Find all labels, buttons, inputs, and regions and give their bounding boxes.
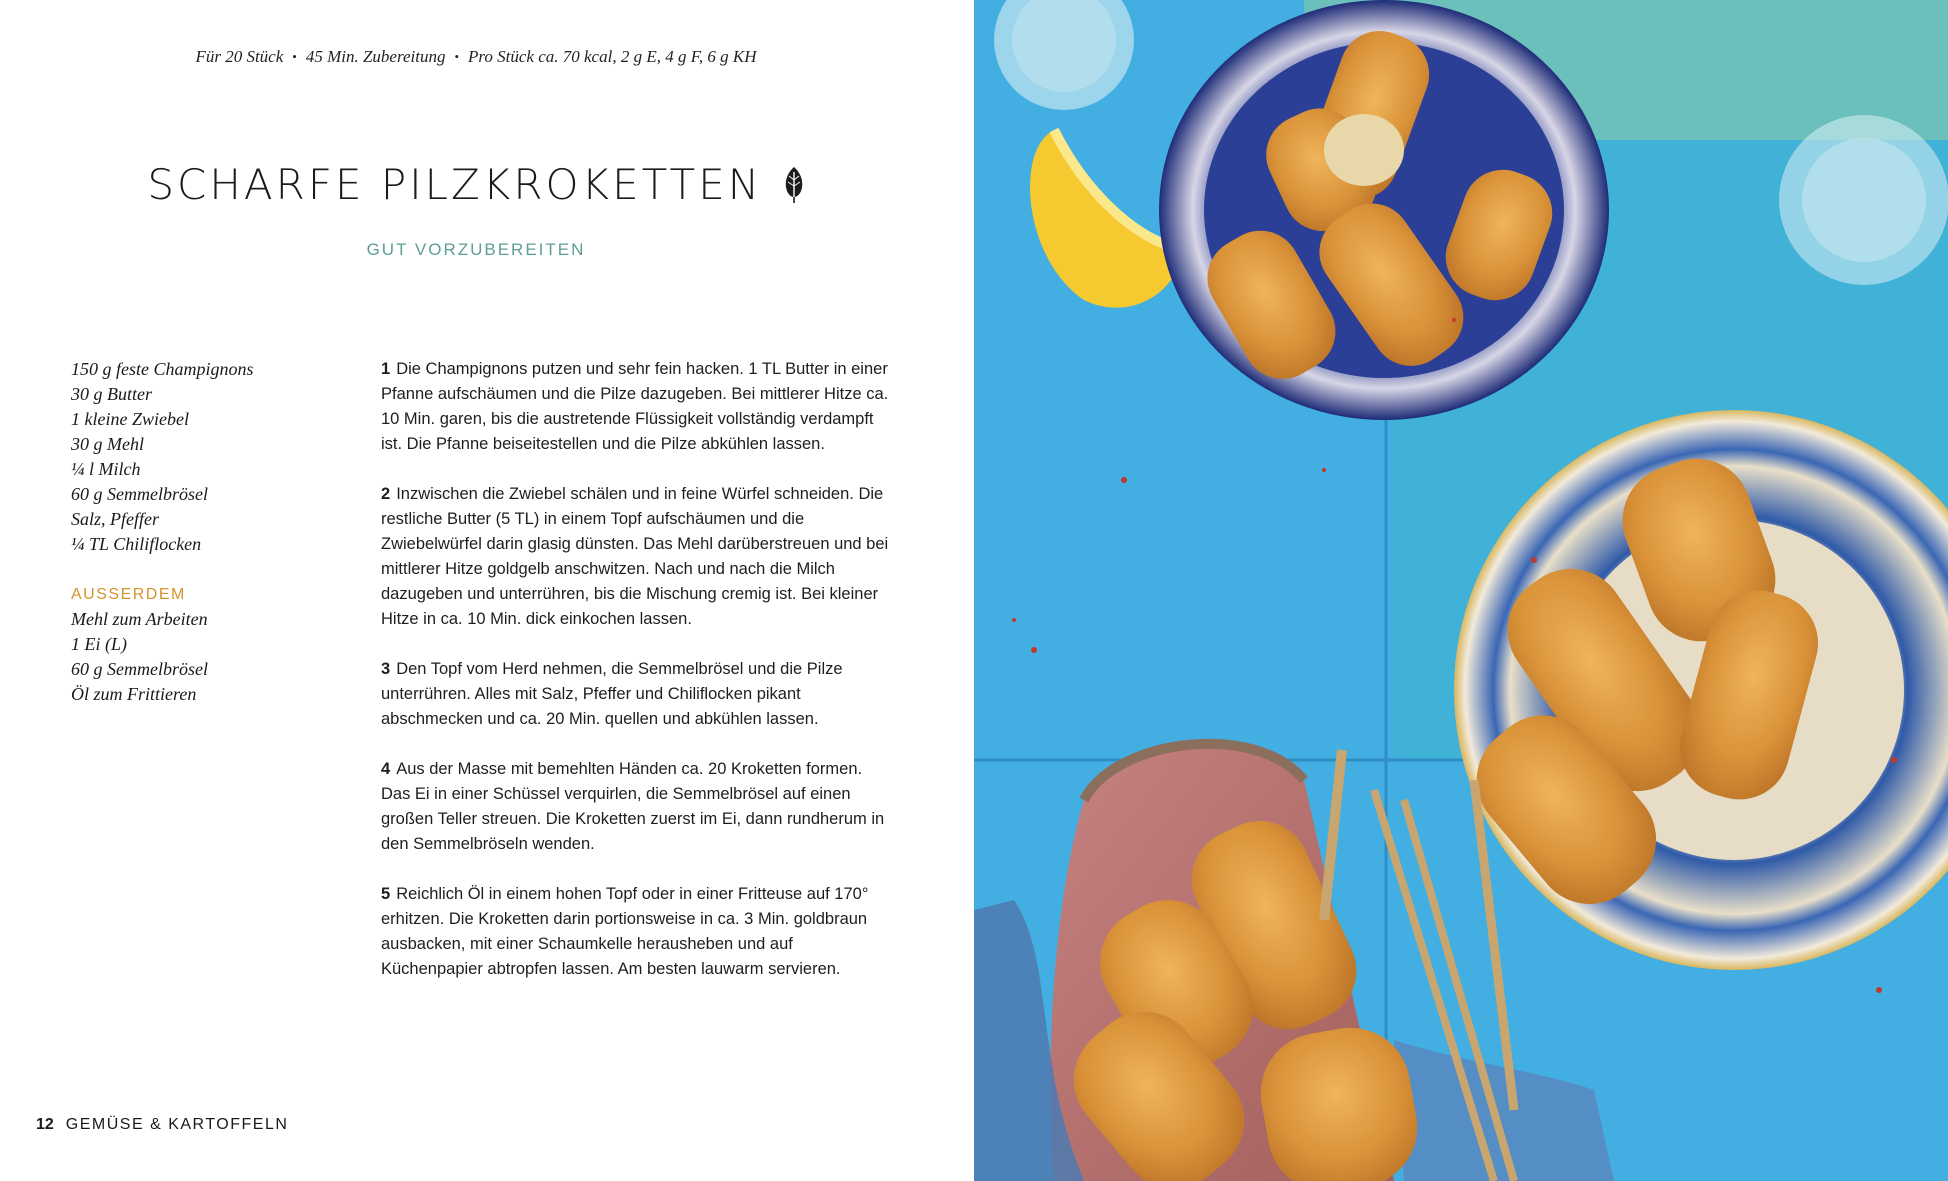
leaf-icon (783, 166, 805, 204)
recipe-title: SCHARFE PILZKROKETTEN (147, 160, 763, 209)
step-text: Die Champignons putzen und sehr fein hacken. 1 TL Butter in einer Pfanne aufschäumen und die Pilze dazugeben. Bei mittlerer Hitze ca. 10 Min. garen, bis die austretende Flüssigkeit vollständig verdampft ist. Die Pfanne beiseitestellen und die Pilze abkühlen lassen. (381, 360, 889, 453)
ingredient-list (71, 357, 351, 707)
page-number: 12 (36, 1116, 54, 1133)
separator-dot: • (292, 49, 297, 64)
step-number: 1 (381, 360, 391, 378)
food-photo (974, 0, 1948, 1181)
ingredient-item: ¼ TL Chiliflocken (71, 534, 202, 554)
separator-dot: • (454, 49, 460, 64)
ingredient-item: 30 g Mehl (71, 434, 144, 454)
step-text: Inzwischen die Zwiebel schälen und in feine Würfel schneiden. Die restliche Butter (5 TL) in einem Topf aufschäumen und die Zwiebelwürfel darin glasig dünsten. Das Mehl darüberstreuen und bei mittlerer Hitze goldgelb anschwitzen. Nach und nach die Milch dazugeben und unterrühren, bis die Mischung cremig ist. Bei kleiner Hitze in ca. 10 Min. dick einkochen lassen. (381, 485, 889, 628)
ingredient-item: 60 g Semmelbrösel (71, 484, 208, 504)
step-number: 3 (381, 660, 391, 678)
recipe-meta (0, 47, 952, 67)
extra-ingredient-item: 1 Ei (L) (71, 634, 127, 654)
section-name: GEMÜSE & KARTOFFELN (65, 1116, 289, 1133)
recipe-subtitle: GUT VORZUBEREITEN (366, 240, 586, 259)
ingredient-item: Salz, Pfeffer (71, 509, 159, 529)
step-3 (381, 657, 896, 732)
extra-ingredient-item: Mehl zum Arbeiten (71, 609, 208, 629)
step-number: 4 (381, 760, 391, 778)
food-photo-illustration (974, 0, 1948, 1181)
recipe-time: 45 Min. Zubereitung (305, 47, 446, 66)
step-2 (381, 482, 896, 632)
step-number: 5 (381, 885, 391, 903)
ingredient-item: 30 g Butter (71, 384, 152, 404)
step-text: Aus der Masse mit bemehlten Händen ca. 20 Kroketten formen. Das Ei in einer Schüssel verquirlen, die Semmelbrösel auf einen großen Teller streuen. Die Kroketten zuerst im Ei, dann rundherum in den Semmelbröseln wenden. (381, 760, 885, 853)
step-5 (381, 882, 896, 982)
step-number: 2 (381, 485, 391, 503)
page-footer (36, 1116, 288, 1134)
extra-ingredient-item: 60 g Semmelbrösel (71, 659, 208, 679)
ingredient-item: 150 g feste Champignons (71, 359, 254, 379)
step-text: Reichlich Öl in einem hohen Topf oder in einer Fritteuse auf 170° erhitzen. Die Kroketten darin portionsweise in ca. 3 Min. goldbraun ausbacken, mit einer Schaumkelle herausheben und auf Küchenpapier abtropfen lassen. Am besten lauwarm servieren. (381, 885, 869, 978)
ingredient-item: ¼ l Milch (71, 459, 141, 479)
extra-ingredients-label: AUSSERDEM (71, 586, 186, 603)
step-1 (381, 357, 896, 457)
step-4 (381, 757, 896, 857)
extra-ingredient-item: Öl zum Frittieren (71, 684, 197, 704)
title-row (0, 160, 952, 209)
recipe-yield: Für 20 Stück (195, 47, 284, 66)
recipe-nutrition: Pro Stück ca. 70 kcal, 2 g E, 4 g F, 6 g KH (468, 47, 757, 66)
ingredient-item: 1 kleine Zwiebel (71, 409, 189, 429)
instruction-steps (381, 357, 896, 1007)
step-text: Den Topf vom Herd nehmen, die Semmelbrösel und die Pilze unterrühren. Alles mit Salz, Pfeffer und Chiliflocken pikant abschmecken und ca. 20 Min. quellen und abkühlen lassen. (381, 660, 843, 728)
